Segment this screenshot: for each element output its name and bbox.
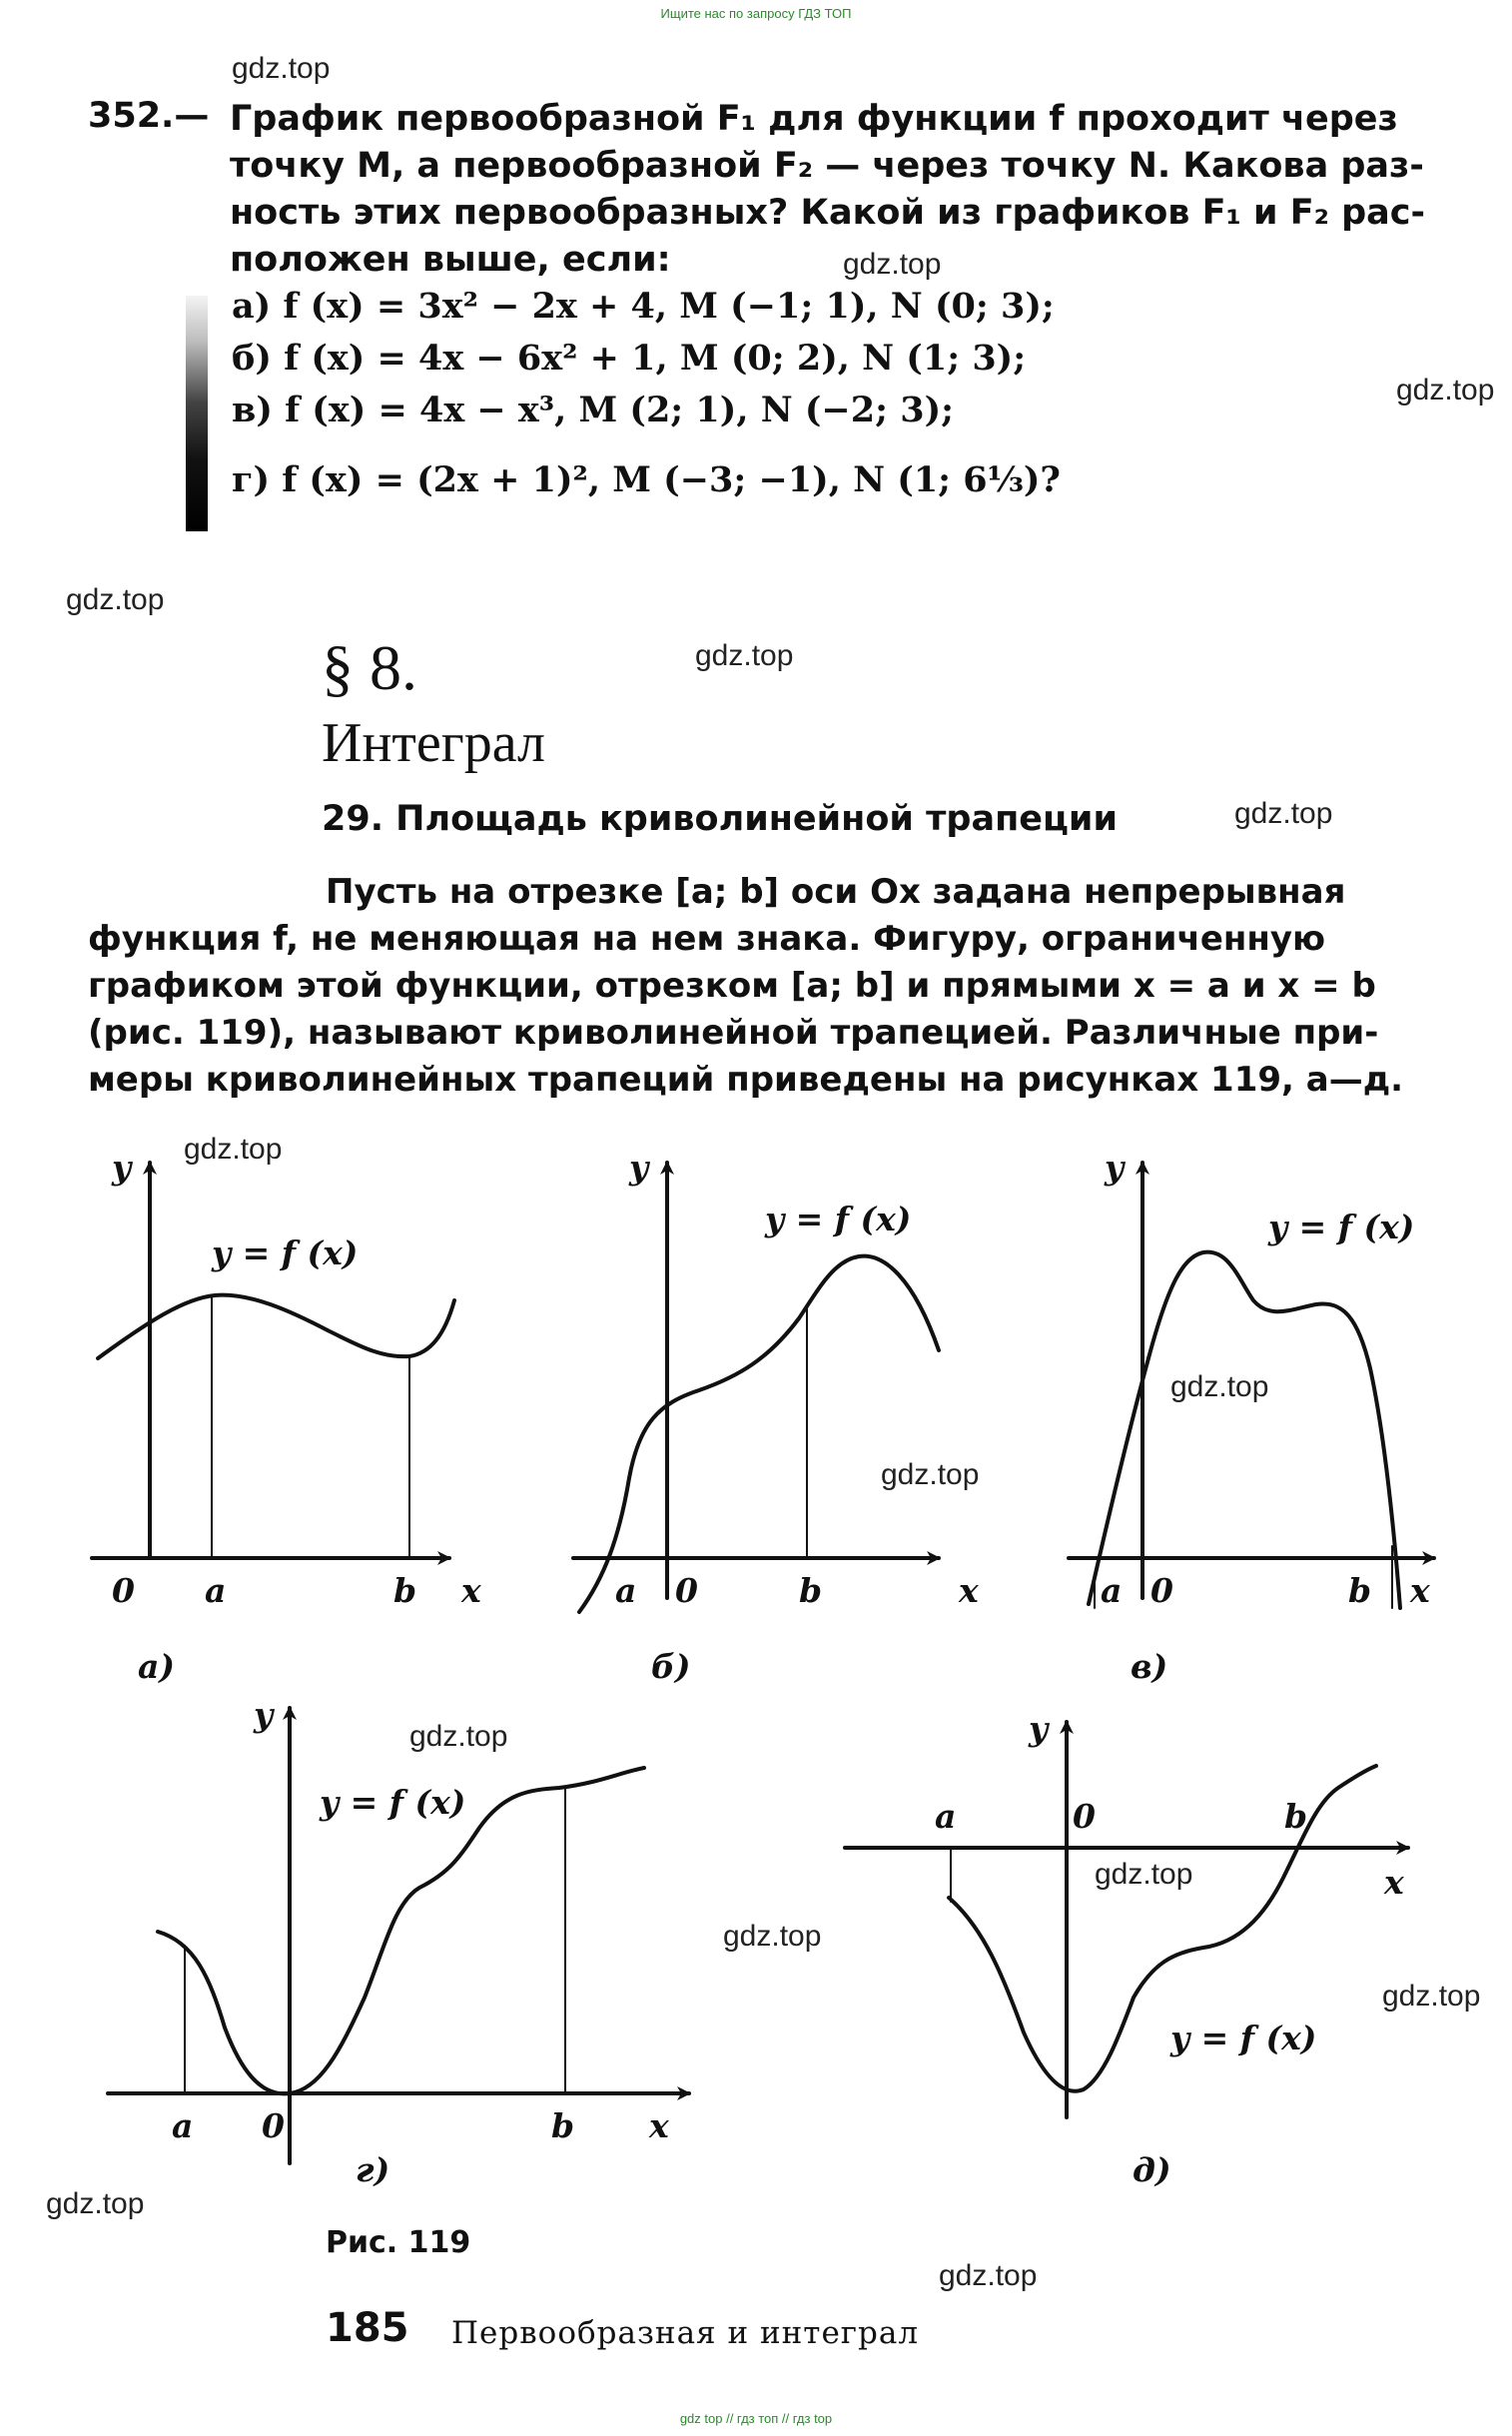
watermark: gdz.top — [1396, 374, 1495, 406]
paragraph-line: Пусть на отрезке [a; b] оси Ox задана непрерывная — [326, 872, 1346, 912]
caption-d: д) — [1133, 2150, 1171, 2189]
paragraph-line: меры криволинейных трапеций приведены на рисунках 119, а—д. — [88, 1060, 1404, 1100]
axis-label-y: y — [1105, 1148, 1125, 1187]
label-b: b — [551, 2106, 575, 2145]
problem-item: г) f (x) = (2x + 1)², M (−3; −1), N (1; 6⅓)? — [232, 459, 1061, 500]
paragraph-line: (рис. 119), называют криволинейной трапецией. Различные при- — [88, 1013, 1379, 1053]
caption-v: в) — [1131, 1647, 1168, 1686]
function-label: y = f (x) — [1268, 1208, 1415, 1246]
watermark: gdz.top — [723, 1920, 822, 1953]
watermark: gdz.top — [46, 2187, 145, 2220]
bottom-banner: gdz top // гдз топ // гдз top — [679, 2411, 833, 2426]
caption-g: г) — [356, 2150, 390, 2189]
watermark: gdz.top — [881, 1458, 980, 1491]
axis-label-y: y — [1029, 1709, 1049, 1748]
function-label: y = f (x) — [320, 1783, 466, 1822]
axis-label-y: y — [112, 1148, 132, 1187]
zero-label: 0 — [675, 1571, 698, 1610]
label-a: a — [615, 1571, 637, 1610]
function-label: y = f (x) — [765, 1200, 912, 1238]
top-banner: Ищите нас по запросу ГДЗ ТОП — [660, 6, 852, 21]
axis-label-x: x — [649, 2106, 669, 2145]
curve — [1089, 1252, 1400, 1608]
problem-item: в) f (x) = 4x − x³, M (2; 1), N (−2; 3); — [232, 390, 955, 430]
axis-label-y: y — [254, 1695, 274, 1734]
watermark: gdz.top — [1170, 1370, 1269, 1403]
problem-item: а) f (x) = 3x² − 2x + 4, M (−1; 1), N (0; 3); — [232, 286, 1055, 327]
axis-label-x: x — [1384, 1863, 1404, 1902]
axis-label-x: x — [1410, 1571, 1430, 1610]
zero-label: 0 — [1073, 1797, 1096, 1836]
paragraph-line: функция f, не меняющая на нем знака. Фигуру, ограниченную — [88, 919, 1326, 959]
running-head: Первообразная и интеграл — [451, 2315, 920, 2351]
section-number: § 8. — [322, 632, 417, 703]
label-b: b — [1348, 1571, 1372, 1610]
problem-line: точку M, а первообразной F₂ — через точку N. Какова раз- — [230, 146, 1424, 186]
figure-title: Рис. 119 — [326, 2225, 471, 2260]
problem-line: График первообразной F₁ для функции f проходит через — [230, 99, 1398, 139]
watermark: gdz.top — [1382, 1980, 1481, 2013]
paragraph-line: графиком этой функции, отрезком [a; b] и прямыми x = a и x = b — [88, 966, 1376, 1006]
zero-label: 0 — [112, 1571, 135, 1610]
page-number: 185 — [326, 2305, 409, 2351]
function-label: y = f (x) — [212, 1233, 359, 1272]
label-a: a — [1101, 1571, 1123, 1610]
function-label: y = f (x) — [1170, 2019, 1317, 2057]
watermark: gdz.top — [232, 52, 331, 85]
watermark: gdz.top — [1095, 1858, 1193, 1891]
watermark: gdz.top — [939, 2259, 1038, 2292]
problem-line: ность этих первообразных? Какой из графиков F₁ и F₂ рас- — [230, 193, 1426, 233]
panel-d — [845, 1722, 1408, 2117]
label-a: a — [205, 1571, 227, 1610]
watermark: gdz.top — [184, 1133, 283, 1166]
watermark: gdz.top — [1234, 797, 1333, 830]
panel-a — [92, 1163, 454, 1558]
label-a: a — [172, 2106, 194, 2145]
caption-a: а) — [138, 1647, 175, 1686]
problem-number: 352.— — [88, 96, 210, 136]
watermark: gdz.top — [66, 583, 165, 616]
axis-label-x: x — [959, 1571, 979, 1610]
section-title: Интеграл — [322, 712, 545, 774]
axis-label-y: y — [629, 1148, 649, 1187]
label-b: b — [393, 1571, 417, 1610]
zero-label: 0 — [1150, 1571, 1173, 1610]
watermark: gdz.top — [843, 248, 942, 281]
caption-b: б) — [651, 1647, 691, 1686]
axis-label-x: x — [461, 1571, 481, 1610]
label-b: b — [799, 1571, 823, 1610]
problem-item: б) f (x) = 4x − 6x² + 1, M (0; 2), N (1; 3); — [232, 338, 1027, 379]
zero-label: 0 — [262, 2106, 285, 2145]
label-a: a — [935, 1797, 957, 1836]
panel-g — [108, 1708, 689, 2163]
subsection-title: 29. Площадь криволинейной трапеции — [322, 799, 1118, 839]
watermark: gdz.top — [409, 1720, 508, 1753]
watermark: gdz.top — [695, 639, 794, 672]
label-b: b — [1284, 1797, 1308, 1836]
problem-line: положен выше, если: — [230, 240, 671, 280]
